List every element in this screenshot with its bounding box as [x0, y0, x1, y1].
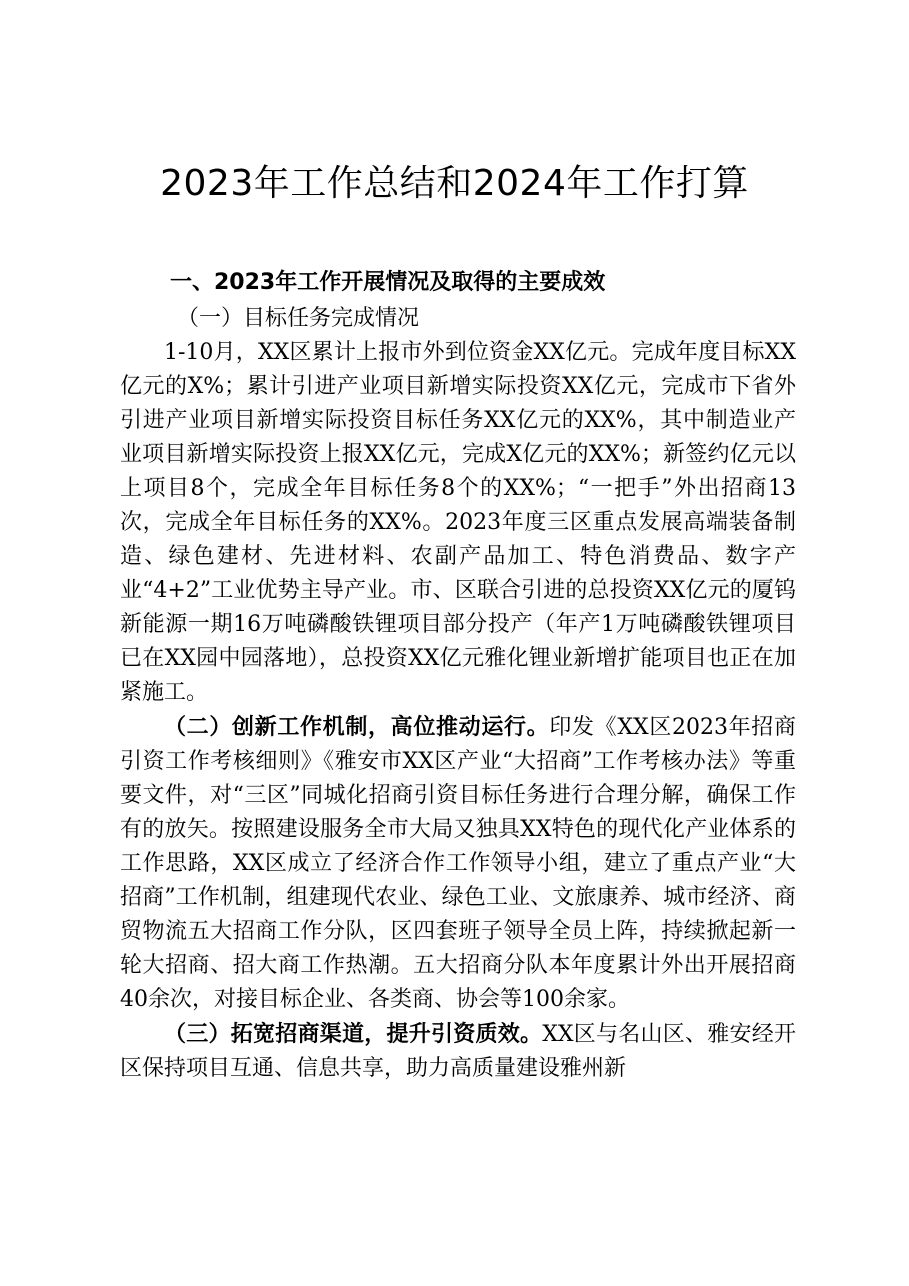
paragraph-lead: （二）创新工作机制，高位推动运行。 — [164, 714, 550, 740]
document-body — [120, 336, 796, 1086]
subsection-heading: （一）目标任务完成情况 — [177, 306, 420, 331]
paragraph-mechanism — [120, 710, 796, 1017]
paragraph-text: XX区与名山区、雅安经开区保持项目互通、信息共享，助力高质量建设雅州新 — [120, 1022, 796, 1081]
paragraph-text: 印发《XX区2023年招商引资工作考核细则》《雅安市XX区产业“大招商”工作考核办法》等重要文件，对“三区”同城化招商引资目标任务进行合理分解，确保工作有的放矢。按照建设服务全市大局又独具XX特色的现代化产业体系的工作思路，XX区成立了经济合作工作领导小组，建立了重点产业“大招商”工作机制，组建现代农业、绿色工业、文旅康养、城市经济、商贸物流五大招商工作分队，区四套班子领导全员上阵，持续掀起新一轮大招商、招大商工作热潮。五大招商分队本年度累计外出开展招商40余次，对接目标企业、各类商、协会等100余家。 — [120, 715, 796, 1012]
section-heading: 一、2023年工作开展情况及取得的主要成效 — [170, 270, 606, 295]
document-title: 2023年工作总结和2024年工作打算 — [160, 163, 749, 204]
paragraph-lead: （三）拓宽招商渠道，提升引资质效。 — [164, 1021, 543, 1047]
paragraph-channels — [120, 1017, 796, 1086]
paragraph-targets: 1-10月，XX区累计上报市外到位资金XX亿元。完成年度目标XX亿元的X%；累计引进产业项目新增实际投资XX亿元，完成市下省外引进产业项目新增实际投资目标任务XX亿元的XX%，其中制造业产业项目新增实际投资上报XX亿元，完成X亿元的XX%；新签约亿元以上项目8个，完成全年目标任务8个的XX%；“一把手”外出招商13次，完成全年目标任务的XX%。2023年度三区重点发展高端装备制造、绿色建材、先进材料、农副产品加工、特色消费品、数字产业“4+2”工业优势主导产业。市、区联合引进的总投资XX亿元的厦钨新能源一期16万吨磷酸铁锂项目部分投产（年产1万吨磷酸铁锂项目已在XX园中园落地），总投资XX亿元雅化锂业新增扩能项目也正在加紧施工。 — [120, 340, 796, 705]
